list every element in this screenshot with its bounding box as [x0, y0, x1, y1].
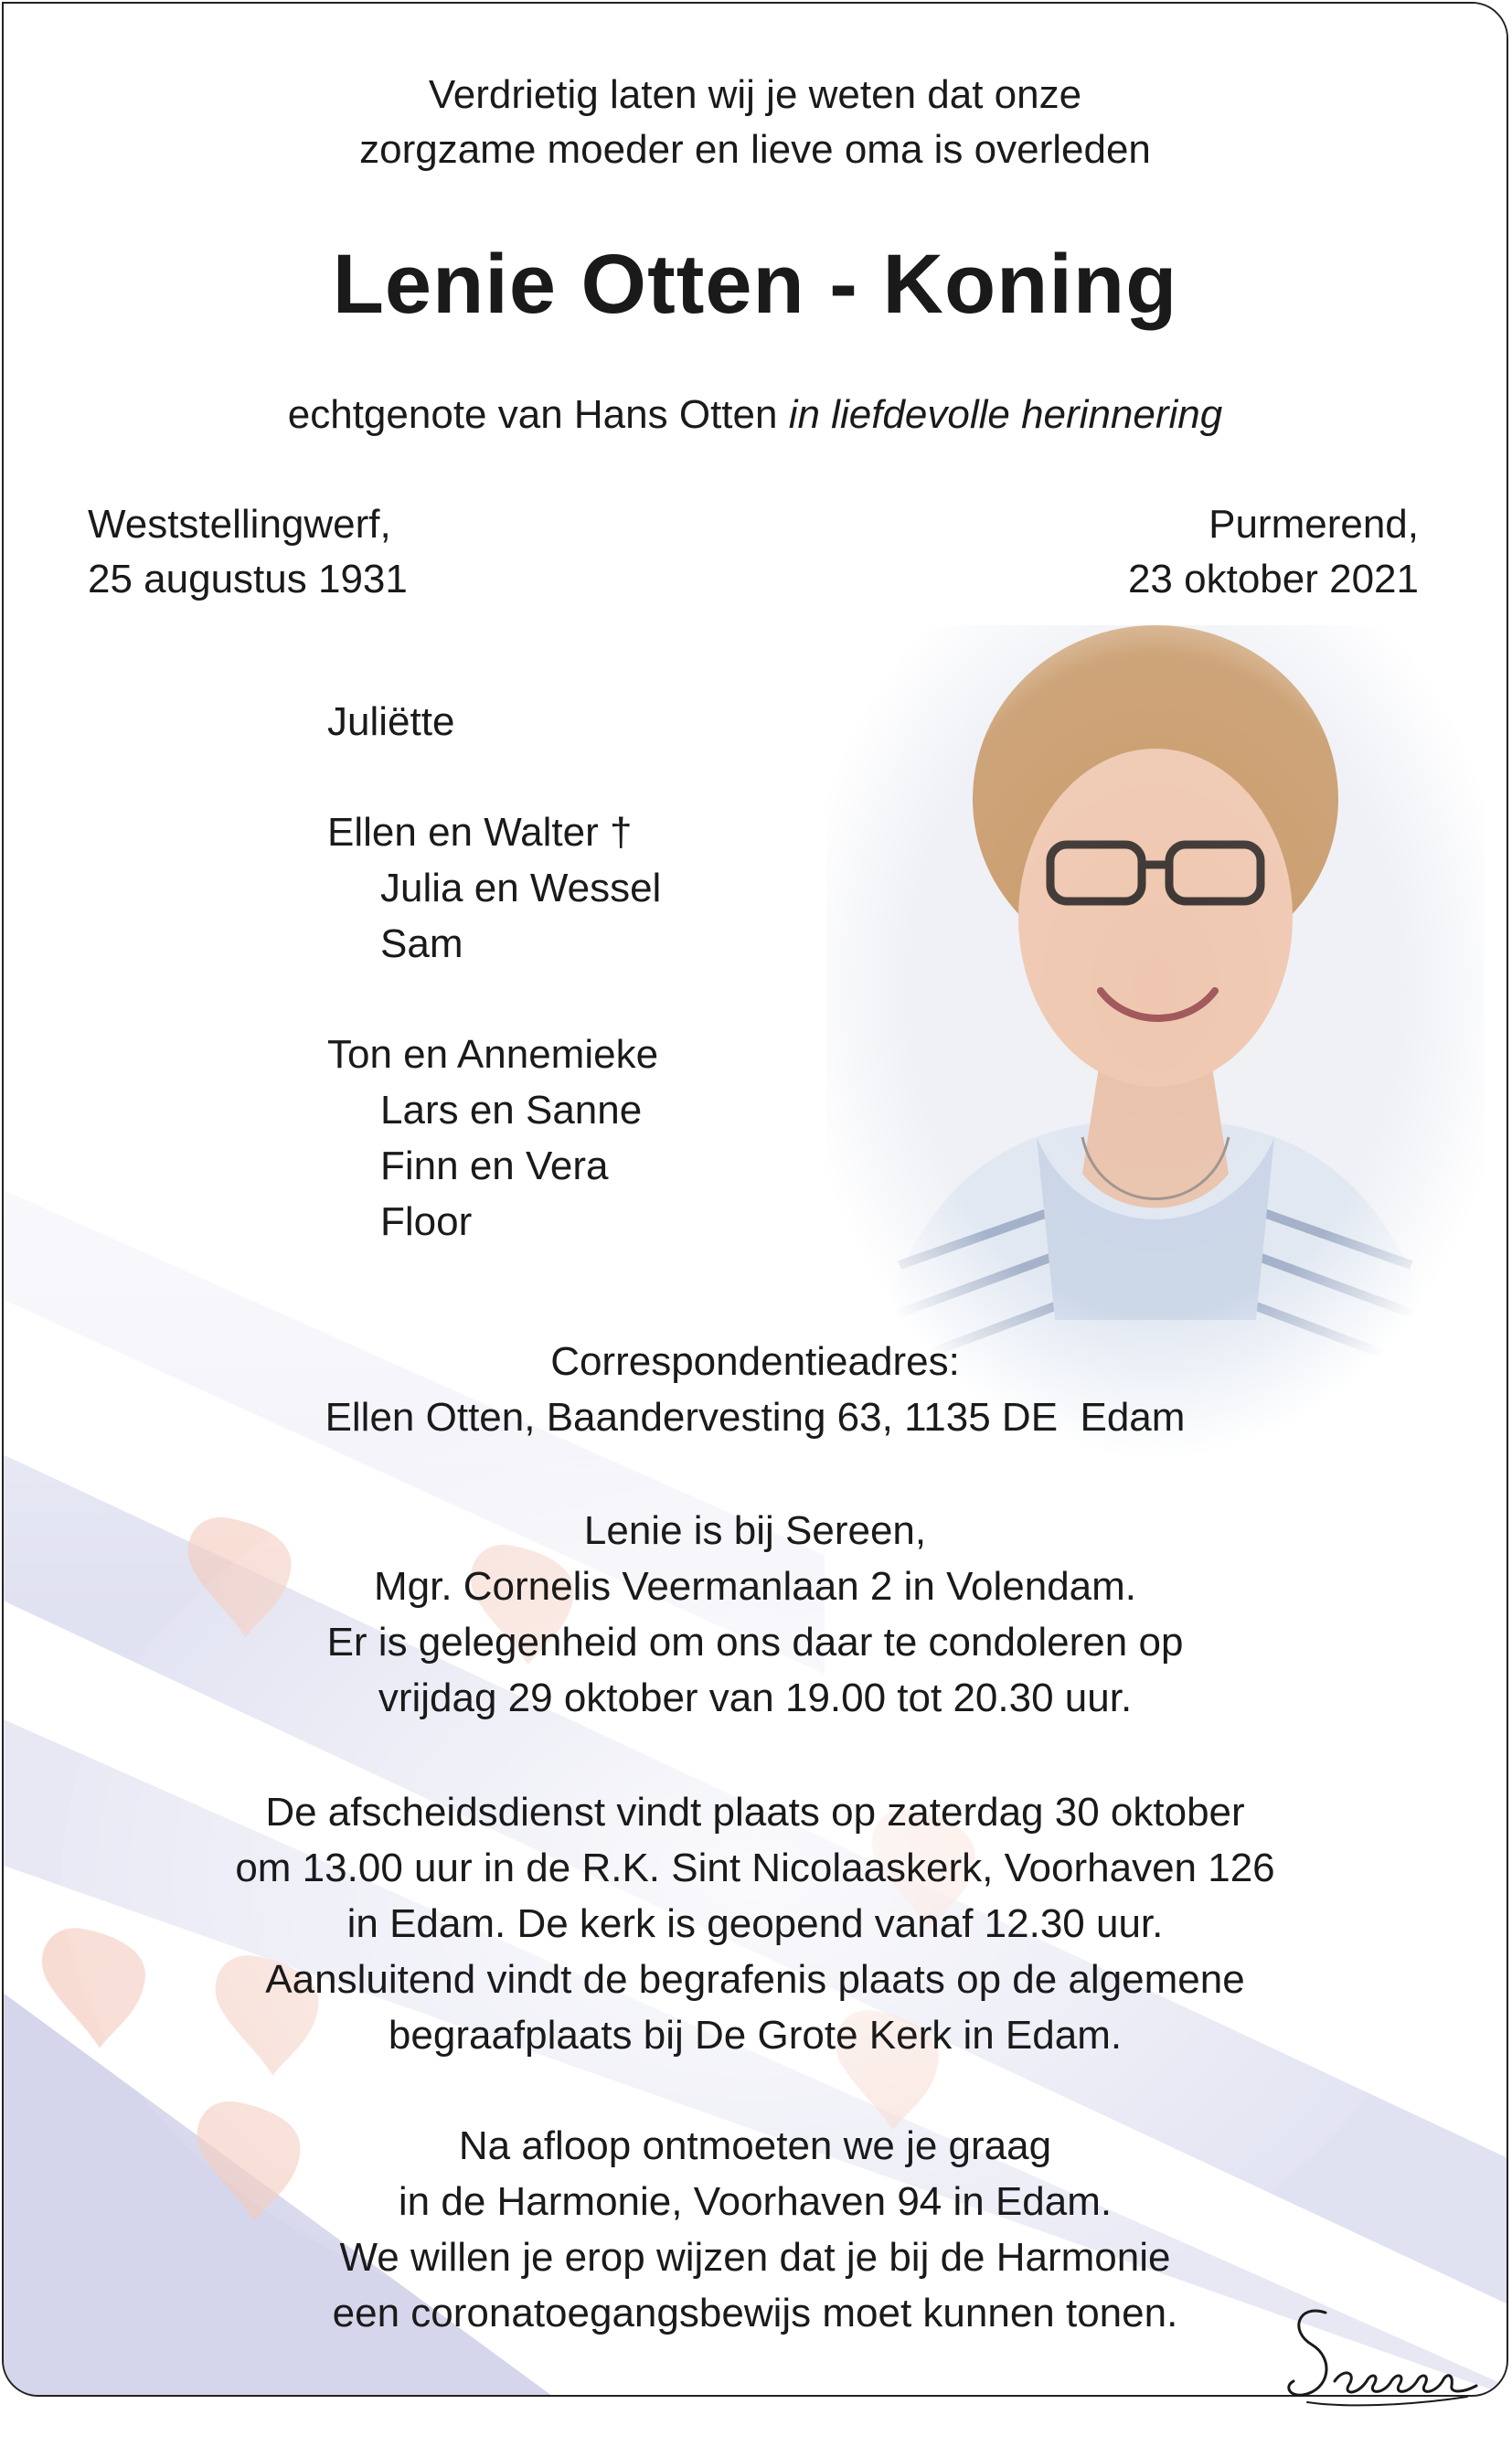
paragraph-line: Mgr. Cornelis Veermanlaan 2 in Volendam. — [373, 1564, 1137, 1609]
death-date: 23 oktober 2021 — [1127, 557, 1419, 601]
family-grandchild: Lars en Sanne — [380, 1088, 643, 1133]
intro-line: Verdrietig laten wij je weten dat onze — [428, 72, 1082, 117]
family-member: Juliëtte — [327, 699, 455, 744]
correspondence-address: Ellen Otten, Baandervesting 63, 1135 DE Edam — [325, 1395, 1186, 1440]
family-grandchild: Sam — [380, 921, 463, 966]
spouse-line — [4, 392, 1507, 438]
paragraph-line: in de Harmonie, Voorhaven 94 in Edam. — [398, 2179, 1113, 2224]
visitation-paragraph — [4, 1503, 1507, 1726]
paragraph-line: om 13.00 uur in de R.K. Sint Nicolaaskerk, Voorhaven 126 — [235, 1846, 1275, 1890]
death-place: Purmerend, — [1209, 502, 1419, 547]
family-member: Ellen en Walter † — [327, 810, 633, 855]
deceased-name: Lenie Otten - Koning — [332, 238, 1178, 331]
intro-text — [4, 68, 1507, 177]
family-grandchild: Floor — [380, 1199, 473, 1244]
sereen-logo — [1271, 2294, 1490, 2422]
paragraph-line: een coronatoegangsbewijs moet kunnen tonen. — [332, 2291, 1178, 2335]
correspondence-block — [4, 1334, 1507, 1445]
paragraph-line: Er is gelegenheid om ons daar te condoleren op — [326, 1620, 1184, 1665]
paragraph-line: De afscheidsdienst vindt plaats op zaterdag 30 oktober — [265, 1790, 1245, 1835]
family-grandchild: Finn en Vera — [380, 1144, 609, 1188]
paragraph-line: Na afloop ontmoeten we je graag — [458, 2123, 1052, 2168]
birth-place: Weststellingwerf, — [88, 502, 391, 547]
paragraph-line: Lenie is bij Sereen, — [583, 1508, 927, 1553]
obituary-card — [2, 2, 1508, 2397]
service-paragraph — [4, 1784, 1507, 2063]
family-grandchild: Julia en Wessel — [380, 866, 662, 910]
family-member: Ton en Annemieke — [327, 1032, 659, 1077]
paragraph-line: We willen je erop wijzen dat je bij de Harmonie — [339, 2235, 1171, 2280]
birth-info — [88, 497, 408, 607]
paragraph-line: in Edam. De kerk is geopend vanaf 12.30 uur. — [346, 1901, 1164, 1946]
spouse-text: echtgenote van Hans Otten — [287, 392, 778, 437]
birth-date: 25 augustus 1931 — [88, 557, 408, 601]
intro-line: zorgzame moeder en lieve oma is overleden — [359, 127, 1151, 172]
paragraph-line: vrijdag 29 oktober van 19.00 tot 20.30 uur. — [378, 1676, 1133, 1720]
spouse-italic: in liefdevolle herinnering — [788, 392, 1223, 437]
paragraph-line: Aansluitend vindt de begrafenis plaats op de algemene — [265, 1957, 1245, 2002]
family-list — [327, 694, 661, 1250]
death-info — [1128, 497, 1419, 607]
correspondence-label: Correspondentieadres: — [550, 1339, 960, 1384]
paragraph-line: begraafplaats bij De Grote Kerk in Edam. — [388, 2013, 1123, 2058]
